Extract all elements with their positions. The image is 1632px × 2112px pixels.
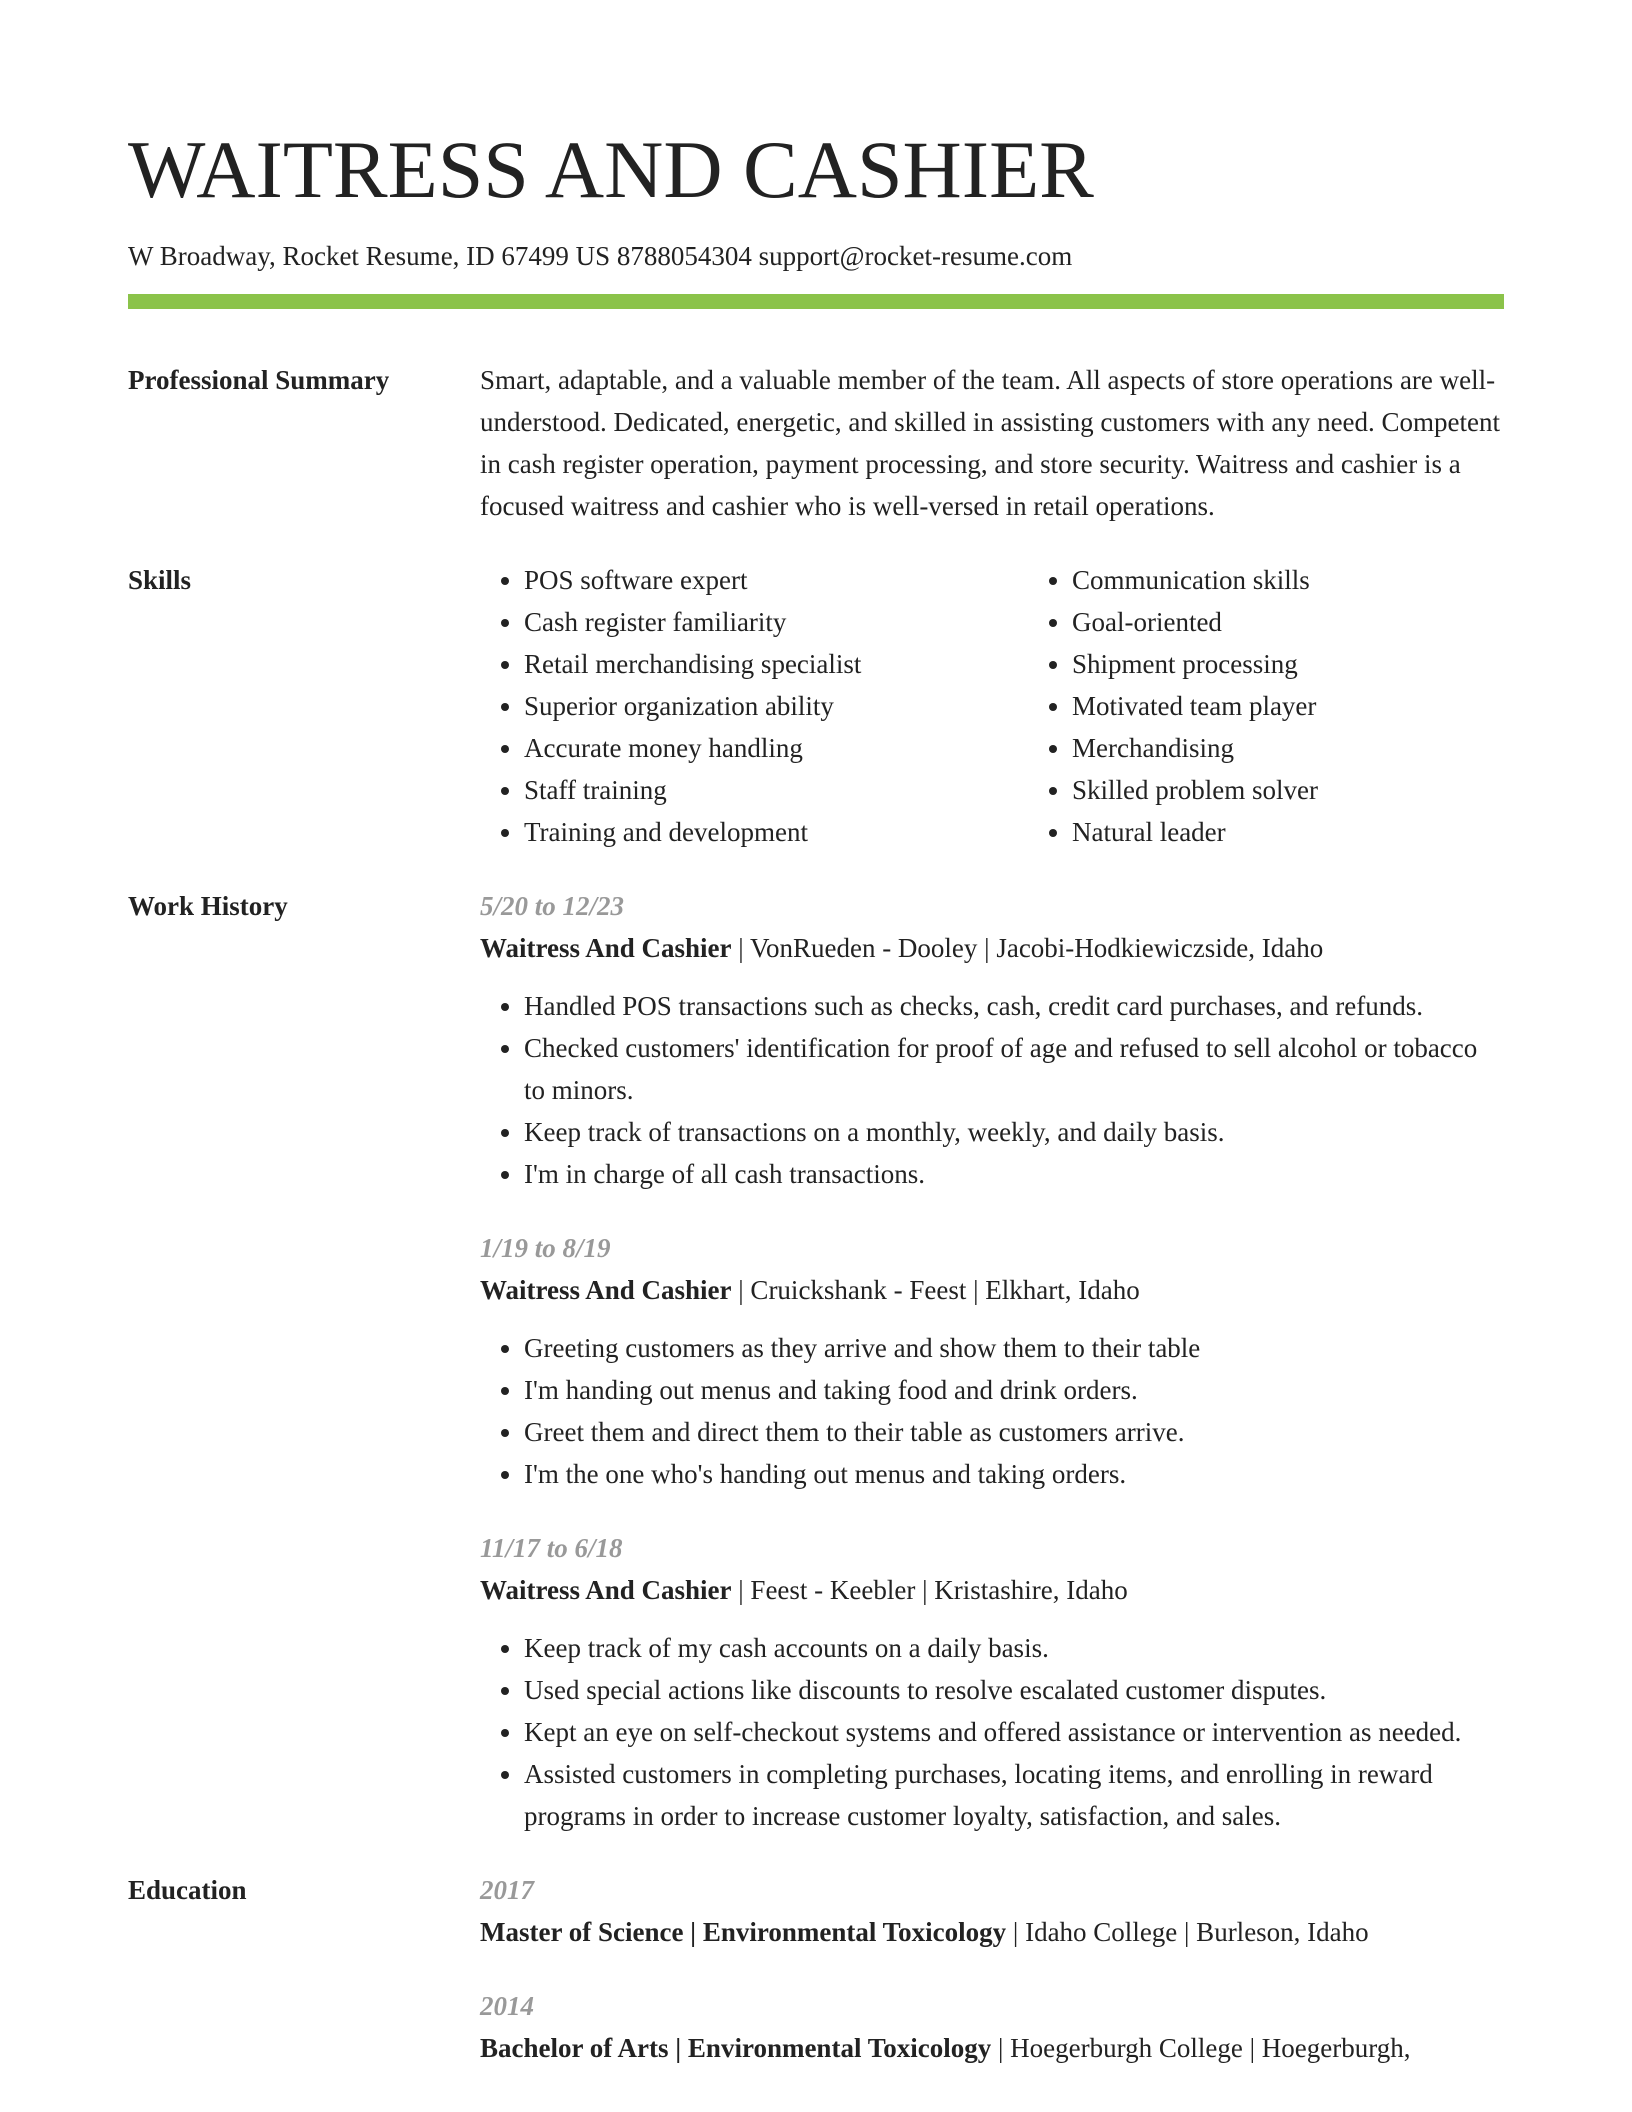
skill-item: • Merchandising	[1072, 727, 1532, 769]
job-title: Waitress And Cashier	[480, 1275, 732, 1305]
job-bullet: • Assisted customers in completing purchases, locating items, and enrolling in reward programs in order to increase customer loyalty, satisfaction, and sales.	[524, 1753, 1504, 1837]
job-bullets	[480, 1627, 1504, 1837]
job-bullet: • I'm handing out menus and taking food and drink orders.	[524, 1369, 1504, 1411]
job-dates: 11/17 to 6/18	[480, 1533, 623, 1563]
skill-item: • Cash register familiarity	[524, 601, 984, 643]
degree: Bachelor of Arts | Environmental Toxicology	[480, 2033, 992, 2063]
job-bullet: • Keep track of my cash accounts on a daily basis.	[524, 1627, 1504, 1669]
job-entry	[480, 1527, 1504, 1837]
education-section	[128, 1869, 1504, 2069]
section-label: Professional Summary	[128, 365, 390, 395]
job-title: Waitress And Cashier	[480, 933, 732, 963]
section-label: Skills	[128, 565, 192, 595]
section-label: Work History	[128, 891, 288, 921]
job-details: | VonRueden - Dooley | Jacobi-Hodkiewiczside, Idaho	[731, 933, 1324, 963]
skill-item: • Staff training	[524, 769, 984, 811]
summary-text: Smart, adaptable, and a valuable member of the team. All aspects of store operations are well-understood. Dedicated, energetic, and skilled in assisting customers with any need. Competent in cash register operation, payment processing, and store security. Waitress and cashier is a focused waitress and cashier who is well-versed in retail operations.	[480, 365, 1501, 521]
skill-item: • Motivated team player	[1072, 685, 1532, 727]
job-dates: 1/19 to 8/19	[480, 1233, 611, 1263]
skill-item: • Accurate money handling	[524, 727, 984, 769]
job-bullets	[480, 1327, 1504, 1495]
job-bullet: • I'm in charge of all cash transactions.	[524, 1153, 1504, 1195]
education-heading	[480, 1911, 1504, 1953]
job-heading	[480, 1269, 1504, 1311]
job-entry	[480, 1227, 1504, 1495]
summary-section	[128, 359, 1504, 527]
contact-info: W Broadway, Rocket Resume, ID 67499 US 8788054304 support@rocket-resume.com	[128, 241, 1073, 271]
candidate-name: WAITRESS AND CASHIER	[128, 124, 1094, 215]
job-bullet: • Kept an eye on self-checkout systems and offered assistance or intervention as needed.	[524, 1711, 1504, 1753]
job-bullet: • Greeting customers as they arrive and show them to their table	[524, 1327, 1504, 1369]
job-bullet: • Used special actions like discounts to resolve escalated customer disputes.	[524, 1669, 1504, 1711]
skill-item: • Natural leader	[1072, 811, 1532, 853]
skill-item: • Skilled problem solver	[1072, 769, 1532, 811]
education-year: 2017	[480, 1875, 534, 1905]
education-heading	[480, 2027, 1504, 2069]
job-details: | Cruickshank - Feest | Elkhart, Idaho	[731, 1275, 1140, 1305]
skill-item: • POS software expert	[524, 559, 984, 601]
job-heading	[480, 927, 1504, 969]
skills-list-left	[480, 559, 984, 853]
job-bullet: • I'm the one who's handing out menus and taking orders.	[524, 1453, 1504, 1495]
education-details: | Hoegerburgh College | Hoegerburgh,	[991, 2033, 1411, 2063]
education-entry	[480, 1869, 1504, 1953]
skill-item: • Retail merchandising specialist	[524, 643, 984, 685]
skill-item: • Goal-oriented	[1072, 601, 1532, 643]
education-details: | Idaho College | Burleson, Idaho	[1006, 1917, 1369, 1947]
skill-item: • Superior organization ability	[524, 685, 984, 727]
skill-item: • Communication skills	[1072, 559, 1532, 601]
work-history-section	[128, 885, 1504, 1837]
job-details: | Feest - Keebler | Kristashire, Idaho	[731, 1575, 1128, 1605]
job-bullet: • Greet them and direct them to their table as customers arrive.	[524, 1411, 1504, 1453]
accent-divider	[128, 294, 1504, 309]
degree: Master of Science | Environmental Toxicology	[480, 1917, 1007, 1947]
skills-section	[128, 559, 1504, 853]
education-entry	[480, 1985, 1504, 2069]
job-title: Waitress And Cashier	[480, 1575, 732, 1605]
job-heading	[480, 1569, 1504, 1611]
job-bullet: • Checked customers' identification for proof of age and refused to sell alcohol or tobacco to minors.	[524, 1027, 1504, 1111]
job-bullet: • Handled POS transactions such as checks, cash, credit card purchases, and refunds.	[524, 985, 1504, 1027]
job-entry	[480, 885, 1504, 1195]
job-dates: 5/20 to 12/23	[480, 891, 625, 921]
skill-item: • Training and development	[524, 811, 984, 853]
job-bullet: • Keep track of transactions on a monthly, weekly, and daily basis.	[524, 1111, 1504, 1153]
skills-list-right	[1028, 559, 1532, 853]
job-bullets	[480, 985, 1504, 1195]
section-label: Education	[128, 1875, 247, 1905]
skill-item: • Shipment processing	[1072, 643, 1532, 685]
resume-page	[128, 0, 1504, 2069]
education-year: 2014	[480, 1991, 534, 2021]
